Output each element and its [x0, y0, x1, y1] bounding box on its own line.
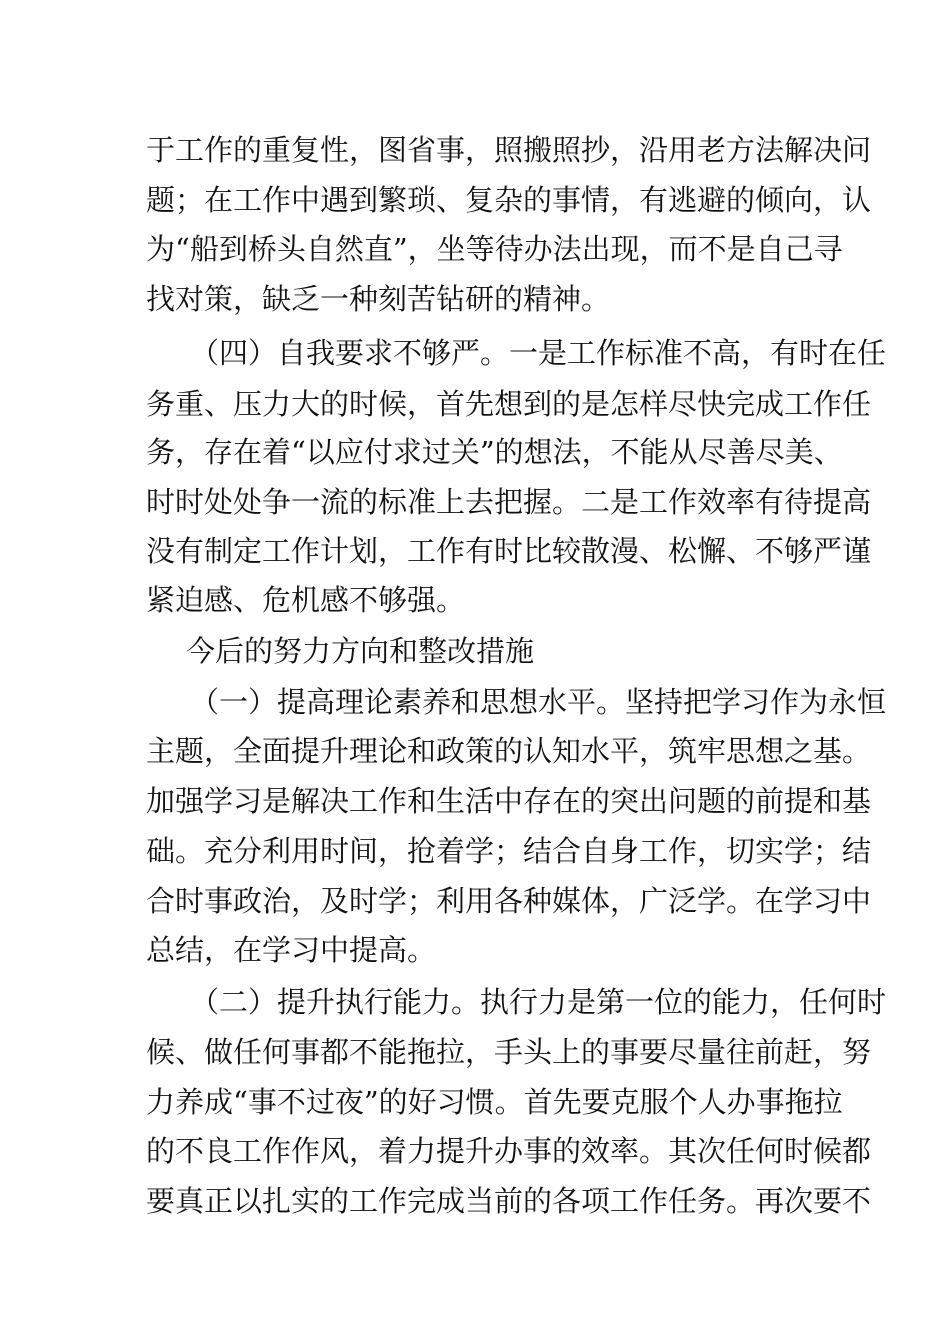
paragraph-start-line: （二）提升执行能力。执行力是第一位的能力，任何时 — [190, 985, 887, 1019]
text-line: 题；在工作中遇到繁琐、复杂的事情，有逃避的倾向，认 — [146, 183, 872, 217]
text-line: 要真正以扎实的工作完成当前的各项工作任务。再次要不 — [146, 1184, 872, 1218]
text-line: 主题，全面提升理论和政策的认知水平，筑牢思想之基。 — [146, 734, 872, 768]
text-line: 总结，在学习中提高。 — [146, 933, 437, 967]
text-line: 力养成“事不过夜”的好习惯。首先要克服个人办事拖拉 — [146, 1085, 843, 1119]
paragraph-start-line: （四）自我要求不够严。一是工作标准不高，有时在任 — [190, 336, 887, 370]
paragraph-start-line: （一）提高理论素养和思想水平。坚持把学习作为永恒 — [190, 685, 887, 719]
text-line: 础。充分利用时间，抢着学；结合自身工作，切实学；结 — [146, 834, 872, 868]
text-line: 合时事政治，及时学；利用各种媒体，广泛学。在学习中 — [146, 884, 872, 918]
text-line: 为“船到桥头自然直”，坐等待办法出现，而不是自己寻 — [146, 232, 843, 266]
text-line: 务，存在着“以应付求过关”的想法，不能从尽善尽美、 — [146, 435, 843, 469]
text-line: 的不良工作作风，着力提升办事的效率。其次任何时候都 — [146, 1134, 872, 1168]
text-line: 务重、压力大的时候，首先想到的是怎样尽快完成工作任 — [146, 387, 872, 421]
text-line: 找对策，缺乏一种刻苦钻研的精神。 — [146, 282, 611, 316]
text-line: 候、做任何事都不能拖拉，手头上的事要尽量往前赶，努 — [146, 1035, 872, 1069]
text-line: 加强学习是解决工作和生活中存在的突出问题的前提和基 — [146, 784, 872, 818]
text-line: 没有制定工作计划，工作有时比较散漫、松懈、不够严谨 — [146, 534, 872, 568]
text-line: 时时处处争一流的标准上去把握。二是工作效率有待提高 — [146, 485, 872, 519]
section-heading: 今后的努力方向和整改措施 — [186, 634, 535, 668]
text-line: 紧迫感、危机感不够强。 — [146, 583, 466, 617]
text-line: 于工作的重复性，图省事，照搬照抄，沿用老方法解决问 — [146, 133, 872, 167]
